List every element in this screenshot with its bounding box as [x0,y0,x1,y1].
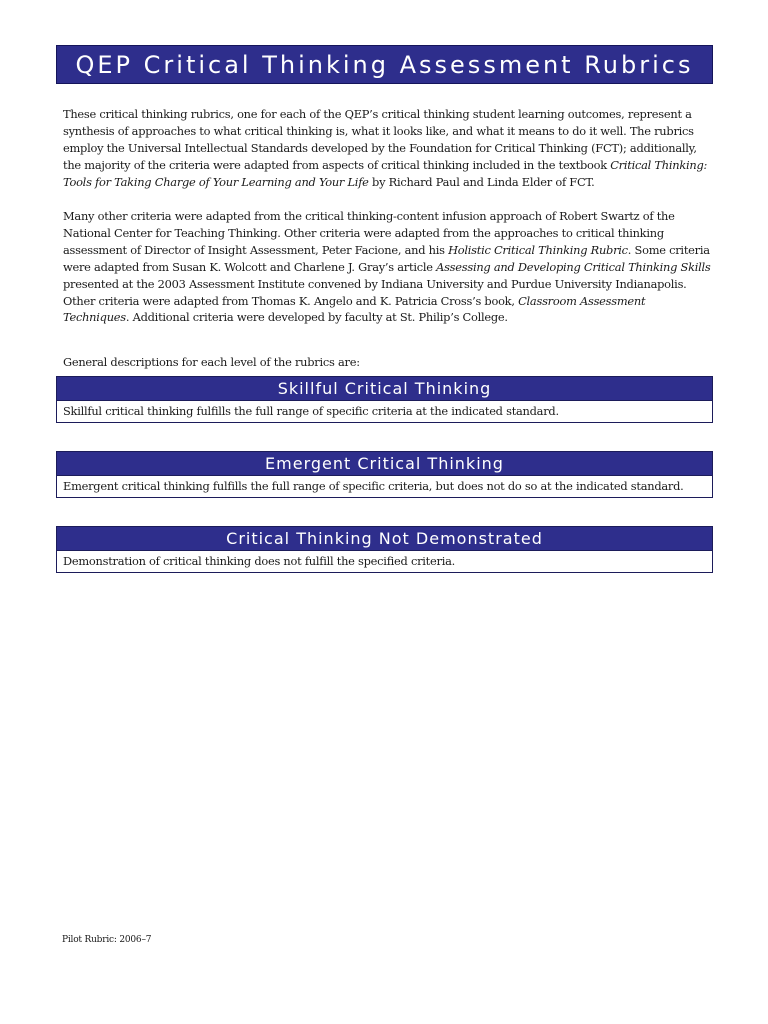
intro-paragraph-1 [63,106,711,191]
level-emergent [56,451,713,498]
intro-p1-text-b: by Richard Paul and Linda Elder of FCT. [368,174,595,189]
level-not-demonstrated [56,526,713,573]
intro-p2-text-a: Many other criteria were adapted from the critical thinking-content infusion approach of Robert Swartz of the National Center for Teaching Thinking. Other criteria were adapted from the approaches to critical thinking assessment of Director of Insight Assessment, Peter Facione, and his [63,209,675,257]
level-heading: Emergent Critical Thinking [57,452,712,475]
book-title: Classroom Assessment Techniques [63,293,646,325]
level-description: Emergent critical thinking fulfills the full range of specific criteria, but does not do so at the indicated standard. [57,475,712,497]
intro-p2-text-b: . Some criteria were adapted from Susan K. Wolcott and Charlene J. Gray’s article [63,242,710,274]
level-heading: Skillful Critical Thinking [57,377,712,400]
intro-p1-text-a: These critical thinking rubrics, one for each of the QEP’s critical thinking student learning outcomes, represent a synthesis of approaches to what critical thinking is, what it looks like, and what it means to do it well. The rubrics employ the Universal Intellectual Standards developed by the Foundation for Critical Thinking (FCT); additionally, the majority of the criteria were adapted from aspects of critical thinking included in the textbook [63,107,697,172]
intro-paragraph-3: General descriptions for each level of the rubrics are: [63,355,360,369]
level-heading: Critical Thinking Not Demonstrated [57,527,712,550]
intro-p2-text-c: presented at the 2003 Assessment Institute convened by Indiana University and Purdue University Indianapolis. Other criteria were adapted from Thomas K. Angelo and K. Patricia Cross’s book, [63,276,687,308]
level-skillful [56,376,713,423]
footer-note: Pilot Rubric: 2006–7 [62,935,152,945]
textbook-title: Critical Thinking: Tools for Taking Charge of Your Learning and Your Life [63,157,708,189]
level-description: Demonstration of critical thinking does not fulfill the specified criteria. [57,550,712,572]
intro-p2-text-d: . Additional criteria were developed by faculty at St. Philip’s College. [125,310,508,325]
level-description: Skillful critical thinking fulfills the full range of specific criteria at the indicated standard. [57,400,712,422]
article-title: Assessing and Developing Critical Thinking Skills [436,259,711,274]
page-title: QEP Critical Thinking Assessment Rubrics [56,45,713,84]
intro-paragraph-2 [63,208,711,326]
rubric-title: Holistic Critical Thinking Rubric [448,242,628,257]
